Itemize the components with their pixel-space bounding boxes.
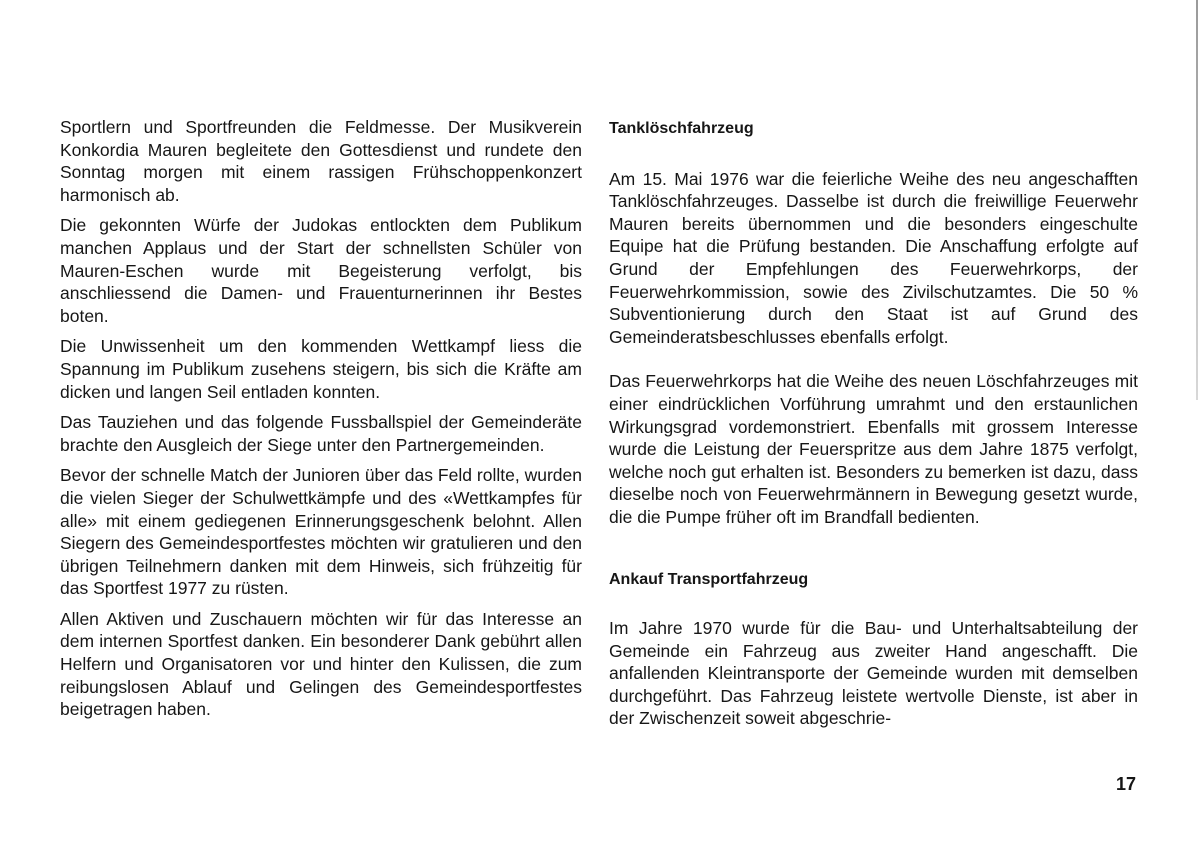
paragraph-tauziehen: Das Tauziehen und das folgende Fussballspiel der Gemeinderäte brachte den Ausgleich der Siege unter den Partnergemeinden. bbox=[60, 412, 582, 455]
page-number: 17 bbox=[1116, 774, 1137, 794]
section-heading-tankloeschfahrzeug: Tanklöschfahrzeug bbox=[609, 120, 754, 137]
section-heading-transportfahrzeug: Ankauf Transportfahrzeug bbox=[609, 570, 809, 588]
left-column bbox=[60, 116, 582, 729]
page-edge-shadow bbox=[1196, 0, 1198, 400]
paragraph-junioren: Bevor der schnelle Match der Junioren über das Feld rollte, wurden die vielen Sieger der Schulwettkämpfe und des «Wettkampfes für alle» mit einem gediegenen Erinnerungsgeschenk belohnt. Allen Siegern des Gemeindesportfestes möchten wir gratulieren und den übrigen Teilnehmern danken mit dem Hinweis, sich frühzeitig für das Sportfest 1977 zu rüsten. bbox=[60, 465, 582, 599]
right-column bbox=[609, 116, 1138, 738]
paragraph-feuerwehrkorps: Das Feuerwehrkorps hat die Weihe des neuen Löschfahrzeuges mit einer eindrücklichen Vorführung umrahmt und den erstaunlichen Wirkungsgrad vordemonstriert. Ebenfalls mit grossem Interesse wurde die Leistung der Feuerspritze aus dem Jahre 1875 verfolgt, welche noch gut erhalten ist. Besonders zu bemerken ist dazu, dass dieselbe noch von Feuerwehrmännern in Bewegung gesetzt wurde, die die Pumpe früher oft im Brandfall bedienten. bbox=[609, 371, 1138, 527]
paragraph-judokas: Die gekonnten Würfe der Judokas entlockten dem Publikum manchen Applaus und der Start der schnellsten Schüler von Mauren-Eschen wurde mit Begeisterung verfolgt, bis anschliessend die Damen- und Frauenturnerinnen ihr Bestes boten. bbox=[60, 215, 582, 326]
paragraph-wettkampf: Die Unwissenheit um den kommenden Wettkampf liess die Spannung im Publikum zusehens steigern, bis sich die Kräfte am dicken und langen Seil entladen konnten. bbox=[60, 336, 582, 402]
paragraph-feldmesse: Sportlern und Sportfreunden die Feldmesse. Der Musikverein Konkordia Mauren begleitete den Gottesdienst und rundete den Sonntag morgen mit einem rassigen Frühschoppenkonzert harmonisch ab. bbox=[60, 117, 582, 205]
paragraph-weihe: Am 15. Mai 1976 war die feierliche Weihe des neu angeschafften Tanklöschfahrzeuges. Dasselbe ist durch die freiwillige Feuerwehr Mauren bereits übernommen und die besonders eingeschulte Equipe hat die Prüfung bestanden. Die Anschaffung erfolgte auf Grund der Empfehlungen des Feuerwehrkorps, der Feuerwehrkommission, sowie des Zivilschutzamtes. Die 50 % Subventionierung durch den Staat ist auf Grund des Gemeinderatsbeschlusses ebenfalls erfolgt. bbox=[609, 168, 1138, 347]
paragraph-transportfahrzeug: Im Jahre 1970 wurde für die Bau- und Unterhaltsabteilung der Gemeinde ein Fahrzeug aus zweiter Hand angeschafft. Die anfallenden Kleintransporte der Gemeinde wurden mit demselben durchgeführt. Das Fahrzeug leistete wertvolle Dienste, ist aber in der Zwischenzeit soweit abgeschrie- bbox=[609, 618, 1138, 729]
paragraph-dank: Allen Aktiven und Zuschauern möchten wir für das Interesse an dem internen Sportfest danken. Ein besonderer Dank gebührt allen Helfern und Organisatoren vor und hinter den Kulissen, die zum reibungslosen Ablauf und Gelingen des Gemeindesportfestes beigetragen haben. bbox=[60, 608, 582, 720]
